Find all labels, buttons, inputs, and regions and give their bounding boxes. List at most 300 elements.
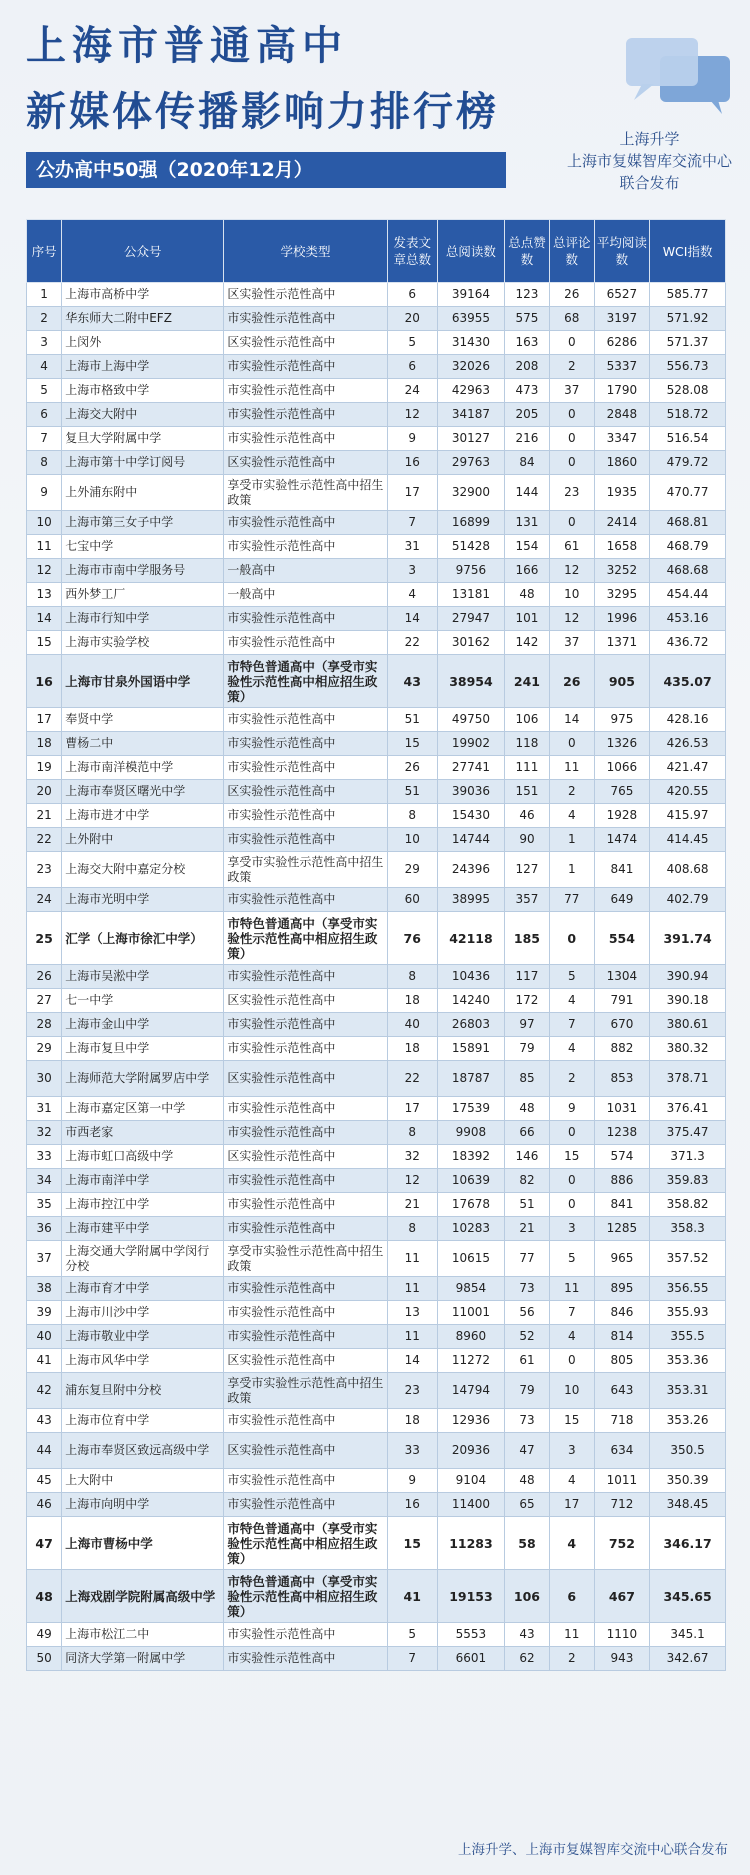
publisher-block (567, 128, 732, 194)
cell-likes: 66 (505, 1121, 550, 1145)
table-row (27, 1277, 726, 1301)
cell-likes: 473 (505, 379, 550, 403)
cell-type: 区实验性示范性高中 (224, 989, 387, 1013)
cell-rank: 28 (27, 1013, 62, 1037)
cell-account: 七宝中学 (62, 535, 224, 559)
header-wci: WCI指数 (650, 220, 726, 283)
header-account: 公众号 (62, 220, 224, 283)
cell-likes: 185 (505, 912, 550, 965)
cell-type: 市实验性示范性高中 (224, 1037, 387, 1061)
cell-account: 曹杨二中 (62, 732, 224, 756)
cell-articles: 8 (387, 1121, 437, 1145)
cell-account: 上海市奉贤区致远高级中学 (62, 1433, 224, 1469)
cell-comments: 26 (549, 655, 594, 708)
cell-reads: 9756 (437, 559, 504, 583)
cell-type: 一般高中 (224, 583, 387, 607)
cell-reads: 6601 (437, 1647, 504, 1671)
cell-comments: 7 (549, 1013, 594, 1037)
cell-type: 市实验性示范性高中 (224, 965, 387, 989)
publisher-line-3: 联合发布 (619, 174, 680, 192)
cell-articles: 24 (387, 379, 437, 403)
cell-type: 市实验性示范性高中 (224, 1493, 387, 1517)
cell-avg: 1658 (594, 535, 649, 559)
cell-type: 市实验性示范性高中 (224, 307, 387, 331)
cell-likes: 65 (505, 1493, 550, 1517)
cell-reads: 9908 (437, 1121, 504, 1145)
cell-articles: 32 (387, 1145, 437, 1169)
header-articles: 发表文章总数 (387, 220, 437, 283)
cell-rank: 5 (27, 379, 62, 403)
cell-wci: 468.68 (650, 559, 726, 583)
table-row (27, 708, 726, 732)
cell-rank: 9 (27, 475, 62, 511)
cell-avg: 1474 (594, 828, 649, 852)
table-row (27, 511, 726, 535)
cell-reads: 14744 (437, 828, 504, 852)
cell-rank: 48 (27, 1570, 62, 1623)
publisher-line-2: 上海市复媒智库交流中心 (566, 152, 732, 170)
cell-comments: 0 (549, 511, 594, 535)
cell-likes: 144 (505, 475, 550, 511)
cell-rank: 40 (27, 1325, 62, 1349)
cell-comments: 5 (549, 1241, 594, 1277)
table-row (27, 1433, 726, 1469)
cell-reads: 18787 (437, 1061, 504, 1097)
table-row (27, 427, 726, 451)
cell-wci: 390.94 (650, 965, 726, 989)
cell-wci: 353.31 (650, 1373, 726, 1409)
cell-wci: 435.07 (650, 655, 726, 708)
cell-likes: 163 (505, 331, 550, 355)
cell-wci: 436.72 (650, 631, 726, 655)
cell-wci: 414.45 (650, 828, 726, 852)
cell-account: 上外浦东附中 (62, 475, 224, 511)
cell-rank: 2 (27, 307, 62, 331)
cell-articles: 43 (387, 655, 437, 708)
cell-comments: 2 (549, 1061, 594, 1097)
cell-likes: 216 (505, 427, 550, 451)
cell-type: 市实验性示范性高中 (224, 427, 387, 451)
cell-reads: 49750 (437, 708, 504, 732)
cell-wci: 426.53 (650, 732, 726, 756)
cell-wci: 375.47 (650, 1121, 726, 1145)
cell-reads: 12936 (437, 1409, 504, 1433)
cell-avg: 1928 (594, 804, 649, 828)
cell-wci: 357.52 (650, 1241, 726, 1277)
cell-type: 区实验性示范性高中 (224, 451, 387, 475)
cell-type: 市实验性示范性高中 (224, 403, 387, 427)
publisher-line-1: 上海升学 (619, 130, 680, 148)
cell-account: 奉贤中学 (62, 708, 224, 732)
title-line-2: 新媒体传播影响力排行榜 (26, 89, 499, 135)
table-row (27, 852, 726, 888)
cell-articles: 9 (387, 427, 437, 451)
cell-likes: 73 (505, 1409, 550, 1433)
cell-rank: 12 (27, 559, 62, 583)
cell-likes: 56 (505, 1301, 550, 1325)
header-reads: 总阅读数 (437, 220, 504, 283)
cell-avg: 3252 (594, 559, 649, 583)
cell-rank: 10 (27, 511, 62, 535)
table-row (27, 1570, 726, 1623)
cell-articles: 6 (387, 355, 437, 379)
cell-reads: 15430 (437, 804, 504, 828)
cell-likes: 146 (505, 1145, 550, 1169)
cell-articles: 29 (387, 852, 437, 888)
cell-account: 上海市南洋模范中学 (62, 756, 224, 780)
header (0, 0, 750, 215)
header-rank: 序号 (27, 220, 62, 283)
cell-type: 市实验性示范性高中 (224, 756, 387, 780)
cell-type: 区实验性示范性高中 (224, 1433, 387, 1469)
cell-account: 上海市曹杨中学 (62, 1517, 224, 1570)
cell-likes: 166 (505, 559, 550, 583)
cell-type: 市实验性示范性高中 (224, 379, 387, 403)
cell-avg: 882 (594, 1037, 649, 1061)
table-header-row (27, 220, 726, 283)
cell-comments: 4 (549, 1037, 594, 1061)
cell-likes: 357 (505, 888, 550, 912)
cell-account: 上海市高桥中学 (62, 283, 224, 307)
cell-comments: 61 (549, 535, 594, 559)
table-row (27, 828, 726, 852)
cell-avg: 1326 (594, 732, 649, 756)
cell-comments: 0 (549, 1121, 594, 1145)
cell-comments: 11 (549, 1623, 594, 1647)
cell-avg: 643 (594, 1373, 649, 1409)
cell-avg: 718 (594, 1409, 649, 1433)
table-row (27, 1493, 726, 1517)
cell-account: 上海市进才中学 (62, 804, 224, 828)
cell-wci: 356.55 (650, 1277, 726, 1301)
table-row (27, 1193, 726, 1217)
cell-account: 上海市甘泉外国语中学 (62, 655, 224, 708)
cell-account: 浦东复旦附中分校 (62, 1373, 224, 1409)
cell-wci: 359.83 (650, 1169, 726, 1193)
cell-account: 七一中学 (62, 989, 224, 1013)
cell-avg: 1066 (594, 756, 649, 780)
cell-reads: 27947 (437, 607, 504, 631)
cell-comments: 0 (549, 732, 594, 756)
cell-type: 区实验性示范性高中 (224, 780, 387, 804)
table-row (27, 403, 726, 427)
cell-likes: 151 (505, 780, 550, 804)
cell-avg: 841 (594, 1193, 649, 1217)
cell-wci: 355.93 (650, 1301, 726, 1325)
table-row (27, 1517, 726, 1570)
cell-articles: 76 (387, 912, 437, 965)
cell-articles: 33 (387, 1433, 437, 1469)
cell-likes: 43 (505, 1623, 550, 1647)
cell-comments: 0 (549, 1169, 594, 1193)
cell-articles: 41 (387, 1570, 437, 1623)
cell-reads: 19902 (437, 732, 504, 756)
table-row (27, 732, 726, 756)
cell-likes: 48 (505, 1097, 550, 1121)
table-row (27, 888, 726, 912)
table-row (27, 1647, 726, 1671)
table-row (27, 989, 726, 1013)
cell-reads: 42118 (437, 912, 504, 965)
cell-likes: 47 (505, 1433, 550, 1469)
cell-reads: 11283 (437, 1517, 504, 1570)
cell-wci: 470.77 (650, 475, 726, 511)
cell-account: 上海市金山中学 (62, 1013, 224, 1037)
cell-avg: 467 (594, 1570, 649, 1623)
cell-avg: 975 (594, 708, 649, 732)
cell-avg: 752 (594, 1517, 649, 1570)
cell-account: 上海市松江二中 (62, 1623, 224, 1647)
cell-reads: 14240 (437, 989, 504, 1013)
cell-likes: 90 (505, 828, 550, 852)
cell-likes: 79 (505, 1037, 550, 1061)
cell-type: 市特色普通高中（享受市实验性示范性高中相应招生政策） (224, 912, 387, 965)
table-row (27, 1373, 726, 1409)
cell-rank: 31 (27, 1097, 62, 1121)
cell-rank: 50 (27, 1647, 62, 1671)
cell-rank: 23 (27, 852, 62, 888)
cell-avg: 554 (594, 912, 649, 965)
cell-rank: 21 (27, 804, 62, 828)
table-row (27, 780, 726, 804)
cell-comments: 11 (549, 1277, 594, 1301)
cell-wci: 571.37 (650, 331, 726, 355)
cell-articles: 22 (387, 631, 437, 655)
cell-likes: 48 (505, 1469, 550, 1493)
cell-reads: 10615 (437, 1241, 504, 1277)
cell-type: 享受市实验性示范性高中招生政策 (224, 852, 387, 888)
cell-account: 上外附中 (62, 828, 224, 852)
cell-articles: 14 (387, 1349, 437, 1373)
cell-comments: 4 (549, 1325, 594, 1349)
table-row (27, 804, 726, 828)
cell-rank: 20 (27, 780, 62, 804)
cell-type: 区实验性示范性高中 (224, 1061, 387, 1097)
cell-wci: 571.92 (650, 307, 726, 331)
cell-articles: 22 (387, 1061, 437, 1097)
cell-articles: 16 (387, 451, 437, 475)
cell-comments: 17 (549, 1493, 594, 1517)
cell-rank: 4 (27, 355, 62, 379)
table-row (27, 1217, 726, 1241)
cell-avg: 1238 (594, 1121, 649, 1145)
cell-reads: 63955 (437, 307, 504, 331)
cell-reads: 38954 (437, 655, 504, 708)
cell-avg: 943 (594, 1647, 649, 1671)
cell-comments: 5 (549, 965, 594, 989)
cell-articles: 11 (387, 1277, 437, 1301)
cell-reads: 18392 (437, 1145, 504, 1169)
table-body (27, 283, 726, 1671)
table-row (27, 1325, 726, 1349)
cell-likes: 97 (505, 1013, 550, 1037)
cell-articles: 5 (387, 1623, 437, 1647)
cell-account: 上海市建平中学 (62, 1217, 224, 1241)
cell-type: 市实验性示范性高中 (224, 1193, 387, 1217)
cell-rank: 15 (27, 631, 62, 655)
cell-reads: 19153 (437, 1570, 504, 1623)
table-row (27, 1623, 726, 1647)
cell-type: 区实验性示范性高中 (224, 1349, 387, 1373)
cell-type: 享受市实验性示范性高中招生政策 (224, 1373, 387, 1409)
cell-wci: 342.67 (650, 1647, 726, 1671)
cell-articles: 26 (387, 756, 437, 780)
cell-rank: 43 (27, 1409, 62, 1433)
cell-rank: 32 (27, 1121, 62, 1145)
cell-likes: 172 (505, 989, 550, 1013)
cell-account: 上海市第十中学订阅号 (62, 451, 224, 475)
cell-rank: 1 (27, 283, 62, 307)
cell-comments: 6 (549, 1570, 594, 1623)
cell-articles: 18 (387, 1037, 437, 1061)
table-row (27, 965, 726, 989)
cell-likes: 117 (505, 965, 550, 989)
cell-likes: 106 (505, 1570, 550, 1623)
cell-rank: 25 (27, 912, 62, 965)
cell-articles: 6 (387, 283, 437, 307)
cell-avg: 1011 (594, 1469, 649, 1493)
header-comments: 总评论数 (549, 220, 594, 283)
table-row (27, 756, 726, 780)
cell-type: 市实验性示范性高中 (224, 607, 387, 631)
table-row (27, 1145, 726, 1169)
cell-comments: 10 (549, 1373, 594, 1409)
cell-avg: 574 (594, 1145, 649, 1169)
cell-comments: 0 (549, 451, 594, 475)
cell-likes: 58 (505, 1517, 550, 1570)
cell-comments: 1 (549, 828, 594, 852)
cell-comments: 15 (549, 1409, 594, 1433)
cell-rank: 41 (27, 1349, 62, 1373)
cell-wci: 428.16 (650, 708, 726, 732)
table-row (27, 607, 726, 631)
cell-type: 市实验性示范性高中 (224, 888, 387, 912)
cell-likes: 61 (505, 1349, 550, 1373)
cell-reads: 39164 (437, 283, 504, 307)
cell-comments: 11 (549, 756, 594, 780)
cell-account: 上海市虹口高级中学 (62, 1145, 224, 1169)
cell-comments: 0 (549, 403, 594, 427)
cell-type: 一般高中 (224, 559, 387, 583)
cell-avg: 853 (594, 1061, 649, 1097)
cell-articles: 4 (387, 583, 437, 607)
cell-rank: 37 (27, 1241, 62, 1277)
cell-rank: 44 (27, 1433, 62, 1469)
cell-reads: 5553 (437, 1623, 504, 1647)
cell-articles: 8 (387, 965, 437, 989)
cell-articles: 10 (387, 828, 437, 852)
cell-avg: 1860 (594, 451, 649, 475)
cell-articles: 15 (387, 732, 437, 756)
cell-articles: 31 (387, 535, 437, 559)
cell-type: 市实验性示范性高中 (224, 1469, 387, 1493)
cell-comments: 0 (549, 912, 594, 965)
cell-reads: 42963 (437, 379, 504, 403)
cell-account: 上海交大附中嘉定分校 (62, 852, 224, 888)
cell-rank: 11 (27, 535, 62, 559)
cell-rank: 45 (27, 1469, 62, 1493)
cell-account: 上海市行知中学 (62, 607, 224, 631)
cell-comments: 26 (549, 283, 594, 307)
cell-rank: 27 (27, 989, 62, 1013)
table-row (27, 1121, 726, 1145)
cell-likes: 82 (505, 1169, 550, 1193)
cell-likes: 131 (505, 511, 550, 535)
title-line-1: 上海市普通高中 (26, 23, 348, 69)
cell-likes: 52 (505, 1325, 550, 1349)
cell-account: 上海市格致中学 (62, 379, 224, 403)
cell-likes: 118 (505, 732, 550, 756)
cell-avg: 712 (594, 1493, 649, 1517)
cell-rank: 26 (27, 965, 62, 989)
cell-avg: 3295 (594, 583, 649, 607)
cell-avg: 6286 (594, 331, 649, 355)
cell-reads: 30127 (437, 427, 504, 451)
cell-wci: 345.1 (650, 1623, 726, 1647)
cell-avg: 1031 (594, 1097, 649, 1121)
cell-reads: 11400 (437, 1493, 504, 1517)
cell-comments: 9 (549, 1097, 594, 1121)
ranking-table-container (26, 219, 726, 1671)
table-row (27, 1097, 726, 1121)
cell-account: 华东师大二附中EFZ (62, 307, 224, 331)
cell-rank: 22 (27, 828, 62, 852)
cell-rank: 17 (27, 708, 62, 732)
cell-account: 上海市市南中学服务号 (62, 559, 224, 583)
cell-account: 上海市川沙中学 (62, 1301, 224, 1325)
cell-wci: 415.97 (650, 804, 726, 828)
cell-rank: 35 (27, 1193, 62, 1217)
cell-wci: 390.18 (650, 989, 726, 1013)
cell-wci: 350.5 (650, 1433, 726, 1469)
cell-articles: 15 (387, 1517, 437, 1570)
cell-comments: 37 (549, 631, 594, 655)
cell-type: 市实验性示范性高中 (224, 511, 387, 535)
cell-wci: 453.16 (650, 607, 726, 631)
cell-avg: 2848 (594, 403, 649, 427)
cell-comments: 14 (549, 708, 594, 732)
cell-articles: 12 (387, 403, 437, 427)
cell-rank: 39 (27, 1301, 62, 1325)
table-row (27, 1349, 726, 1373)
cell-articles: 13 (387, 1301, 437, 1325)
cell-reads: 17539 (437, 1097, 504, 1121)
cell-likes: 77 (505, 1241, 550, 1277)
cell-type: 市实验性示范性高中 (224, 1325, 387, 1349)
cell-likes: 142 (505, 631, 550, 655)
cell-wci: 468.81 (650, 511, 726, 535)
cell-rank: 6 (27, 403, 62, 427)
cell-avg: 765 (594, 780, 649, 804)
cell-wci: 350.39 (650, 1469, 726, 1493)
cell-account: 上海市育才中学 (62, 1277, 224, 1301)
table-row (27, 451, 726, 475)
cell-comments: 2 (549, 780, 594, 804)
cell-reads: 10436 (437, 965, 504, 989)
cell-reads: 32900 (437, 475, 504, 511)
cell-rank: 34 (27, 1169, 62, 1193)
cell-account: 上海市敬业中学 (62, 1325, 224, 1349)
cell-comments: 37 (549, 379, 594, 403)
cell-reads: 16899 (437, 511, 504, 535)
cell-type: 市实验性示范性高中 (224, 1217, 387, 1241)
cell-wci: 380.32 (650, 1037, 726, 1061)
cell-avg: 3197 (594, 307, 649, 331)
cell-wci: 348.45 (650, 1493, 726, 1517)
cell-type: 市实验性示范性高中 (224, 1277, 387, 1301)
cell-type: 市实验性示范性高中 (224, 1301, 387, 1325)
cell-articles: 18 (387, 989, 437, 1013)
